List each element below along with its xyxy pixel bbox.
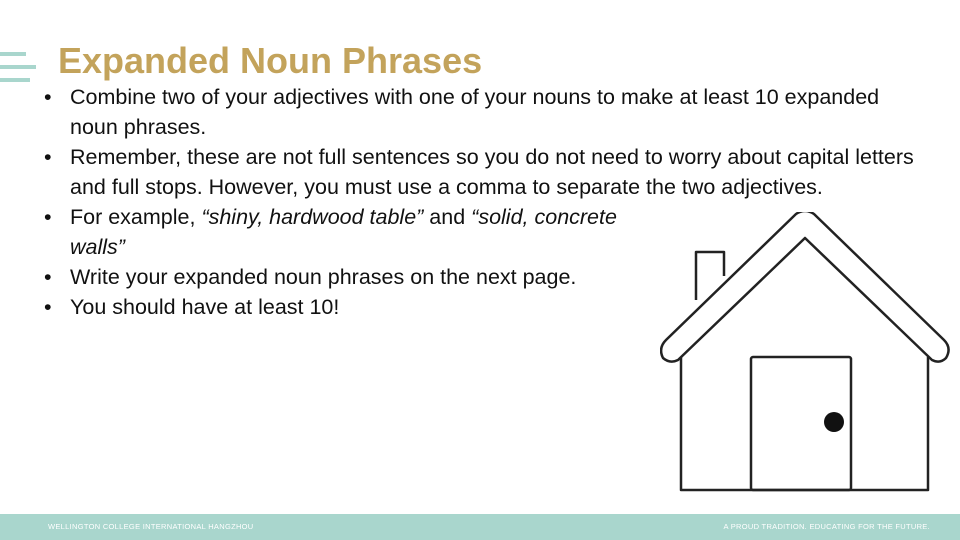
footer-bar xyxy=(0,514,960,540)
bullet-item xyxy=(44,202,670,262)
example-phrase: “shiny, hardwood table” xyxy=(201,205,424,229)
slide-title: Expanded Noun Phrases xyxy=(58,40,483,81)
bullet-text: Combine two of your adjectives with one of your nouns to make at least 10 expanded noun phrases. xyxy=(70,85,880,139)
bullet-text: and xyxy=(423,205,472,229)
bullet-item xyxy=(44,142,924,202)
footer-school-name: WELLINGTON COLLEGE INTERNATIONAL HANGZHOU xyxy=(48,522,254,531)
bullet-item xyxy=(44,82,924,142)
example-phrase: “solid, concrete walls” xyxy=(70,205,617,259)
house-outline-icon xyxy=(660,212,950,502)
title-accent-lines xyxy=(0,52,36,92)
bullet-text: You should have at least 10! xyxy=(70,295,340,319)
bullet-text: For example, xyxy=(70,205,202,229)
bullet-text: Remember, these are not full sentences so you do not need to worry about capital letters and full stops. However, you must use a comma to separate the two adjectives. xyxy=(70,145,914,199)
footer-tagline: A PROUD TRADITION. EDUCATING FOR THE FUTURE. xyxy=(723,522,930,531)
bullet-text: Write your expanded noun phrases on the next page. xyxy=(70,265,577,289)
